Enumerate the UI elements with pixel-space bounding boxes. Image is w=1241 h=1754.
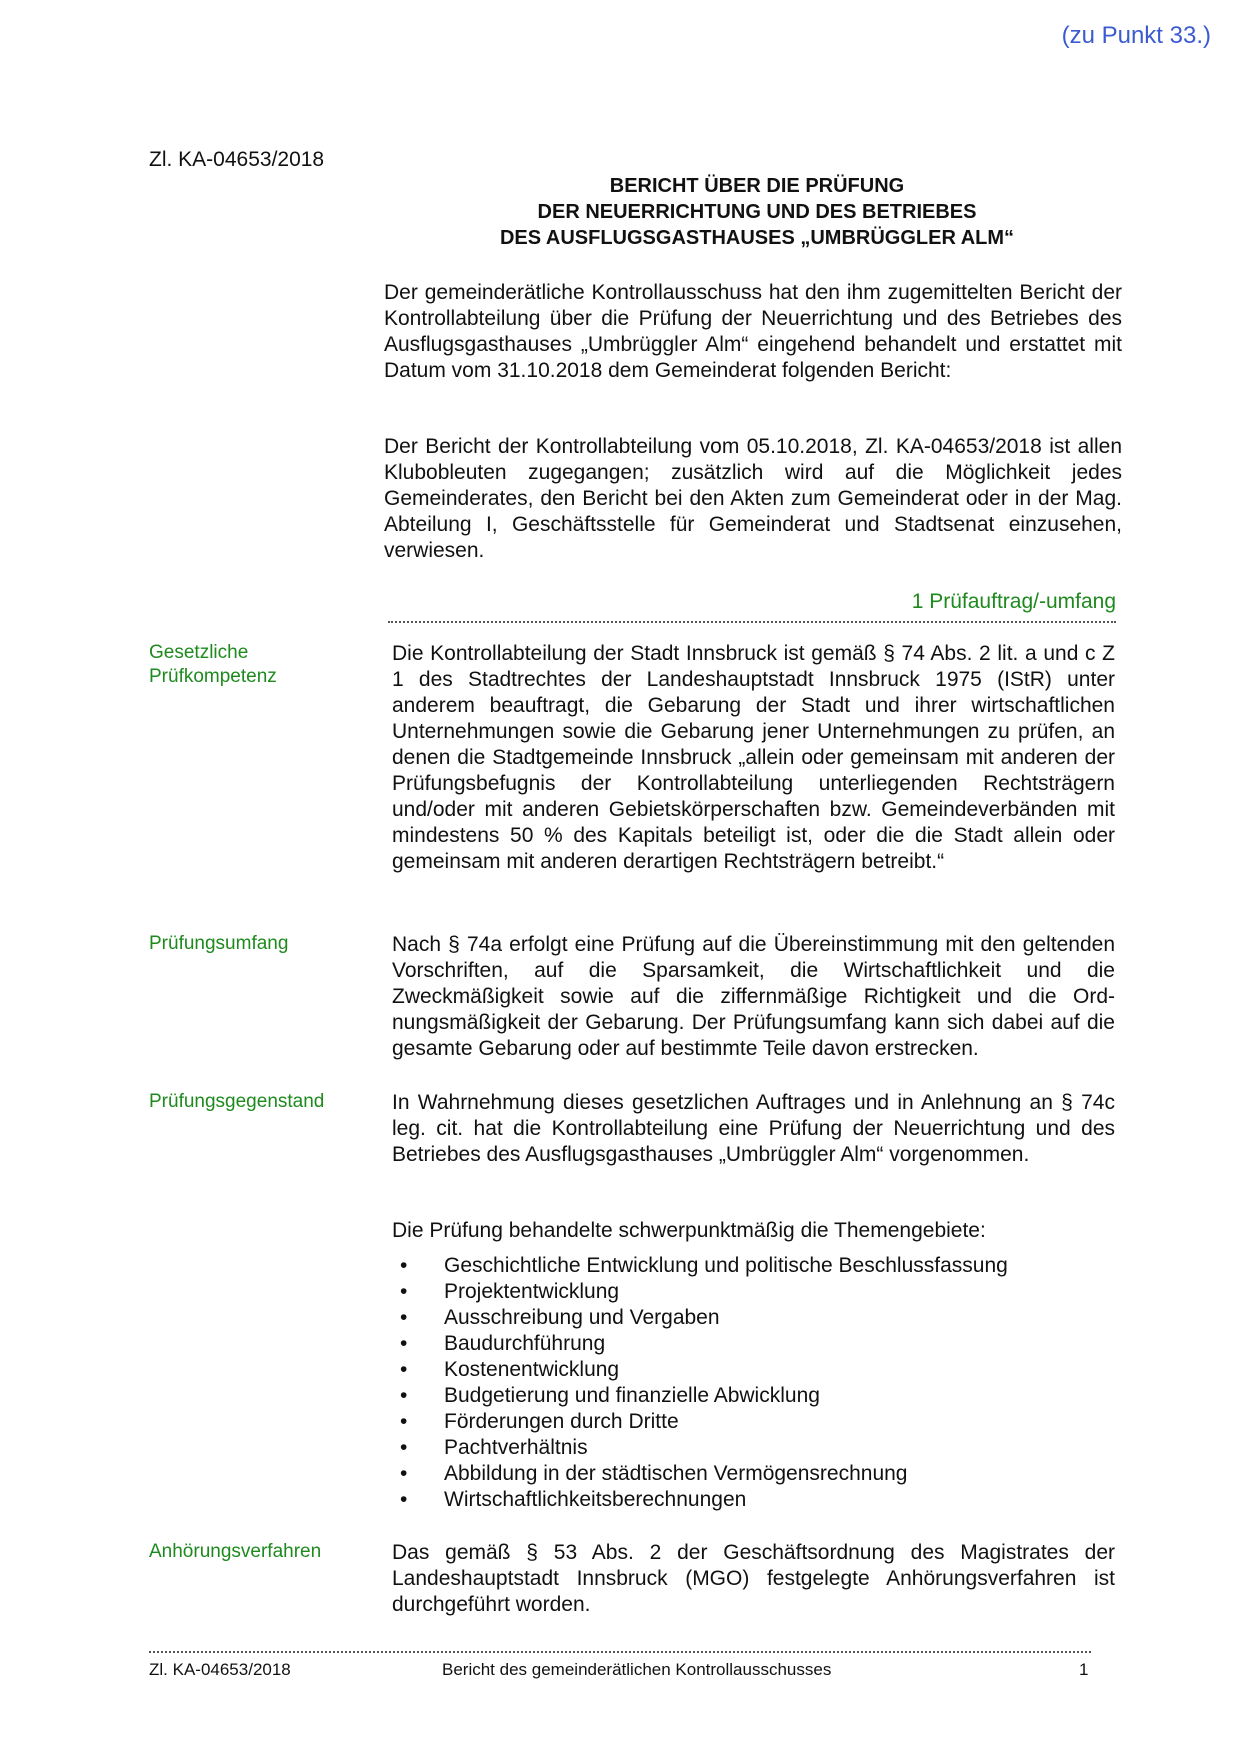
margin-note-hearing	[149, 1540, 321, 1564]
margin-note-line: Prüfungsgegenstand	[149, 1091, 325, 1112]
subject-paragraph: In Wahrnehmung dieses gesetzlichen Auftrages und in Anlehnung an § 74c leg. cit. hat die Kontrollabteilung eine Prüfung der Neuerrichtung und des Betriebes des Ausflugsgasthauses „Umbrüggler Alm“ vorgenommen.	[392, 1091, 1115, 1166]
title-line: DES AUSFLUGSGASTHAUSES „UMBRÜGGLER ALM“	[499, 227, 1015, 249]
list-item: • Kostenentwicklung	[392, 1357, 1115, 1383]
document-title	[388, 173, 1126, 251]
page-number: 1	[1079, 1660, 1089, 1679]
intro-paragraph: Der gemeinderätliche Kontrollausschuss hat den ihm zugemittelten Bericht der Kontrollabteilung über die Prüfung der Neuerrichtung und des Betriebes des Ausflugsgasthauses „Umbrüggler Alm“ eingehend behandelt und erstattet mit Datum vom 31.10.2018 dem Gemeinderat folgenden Bericht:	[384, 281, 1122, 382]
margin-note-subject	[149, 1090, 324, 1114]
list-item: • Wirtschaftlichkeitsberechnungen	[392, 1487, 1115, 1513]
list-item: • Pachtverhältnis	[392, 1435, 1115, 1461]
title-line: BERICHT ÜBER DIE PRÜFUNG	[609, 175, 905, 197]
agenda-note: (zu Punkt 33.)	[1061, 22, 1211, 49]
topics-list	[392, 1253, 1115, 1513]
hearing-paragraph: Das gemäß § 53 Abs. 2 der Geschäftsordnung des Magistrates der Landeshauptstadt Innsbruck (MGO) festgelegte Anhörungsverfahren ist durchgeführt worden.	[392, 1541, 1115, 1616]
list-item: • Projektentwicklung	[392, 1279, 1115, 1305]
competence-paragraph: Die Kontrollabteilung der Stadt Innsbruck ist gemäß § 74 Abs. 2 lit. a und c Z 1 des Stadtrechtes der Landeshauptstadt Innsbruck 1975 (IStR) unter anderem beauftragt, die Gebarung der Stadt und ihrer wirtschaftlichen Unternehmungen sowie die Gebarung jener Unternehmungen zu prüfen, an denen die Stadtgemeinde Innsbruck „allein oder gemeinsam mit anderen der Prüfungsbefugnis der Kontrollabteilung unterliegenden Rechtsträgern und/oder mit anderen Gebietskörperschaften bzw. Gemeindeverbänden mit mindestens 50 % des Kapitals beteiligt ist, oder die die Stadt allein oder gemeinsam mit anderen derartigen Rechtsträgern betreibt.“	[392, 642, 1115, 873]
list-item: • Förderungen durch Dritte	[392, 1409, 1115, 1435]
margin-note-line: Anhörungsverfahren	[149, 1541, 322, 1562]
footer-title: Bericht des gemeinderätlichen Kontrollausschusses	[442, 1660, 832, 1679]
margin-note-scope	[149, 932, 288, 956]
title-line: DER NEUERRICHTUNG UND DES BETRIEBES	[537, 201, 977, 223]
reference-number: Zl. KA-04653/2018	[149, 148, 325, 171]
list-item: • Baudurchführung	[392, 1331, 1115, 1357]
list-item: • Geschichtliche Entwicklung und politische Beschlussfassung	[392, 1253, 1115, 1279]
footer-divider	[149, 1651, 1091, 1653]
margin-note-line: Gesetzliche	[149, 642, 249, 663]
section-divider	[388, 621, 1116, 623]
footer-reference: Zl. KA-04653/2018	[149, 1660, 291, 1679]
scope-paragraph: Nach § 74a erfolgt eine Prüfung auf die Übereinstimmung mit den geltenden Vorschriften, auf die Sparsamkeit, die Wirtschaftlichkeit und die Zweckmäßigkeit sowie auf die ziffernmäßige Richtigkeit und die Ordnungsmäßigkeit der Gebarung. Der Prüfungsumfang kann sich dabei auf die gesamte Gebarung oder auf bestimmte Teile davon erstrecken.	[392, 933, 1115, 1060]
intro-paragraph: Der Bericht der Kontrollabteilung vom 05.10.2018, Zl. KA-04653/2018 ist allen Klubobleuten zugegangen; zusätzlich wird auf die Möglichkeit jedes Gemeinderates, den Bericht bei den Akten zum Gemeinderat oder in der Mag. Abteilung I, Geschäftsstelle für Gemeinderat und Stadtsenat einzusehen, verwiesen.	[384, 435, 1122, 562]
section-heading: 1 Prüfauftrag/-umfang	[911, 590, 1116, 613]
margin-note-line: Prüfkompetenz	[149, 666, 277, 687]
margin-note-line: Prüfungsumfang	[149, 933, 289, 954]
topics-intro: Die Prüfung behandelte schwerpunktmäßig die Themengebiete:	[392, 1219, 986, 1242]
list-item: • Budgetierung und finanzielle Abwicklung	[392, 1383, 1115, 1409]
list-item: • Abbildung in der städtischen Vermögensrechnung	[392, 1461, 1115, 1487]
margin-note-competence	[149, 641, 277, 689]
list-item: • Ausschreibung und Vergaben	[392, 1305, 1115, 1331]
